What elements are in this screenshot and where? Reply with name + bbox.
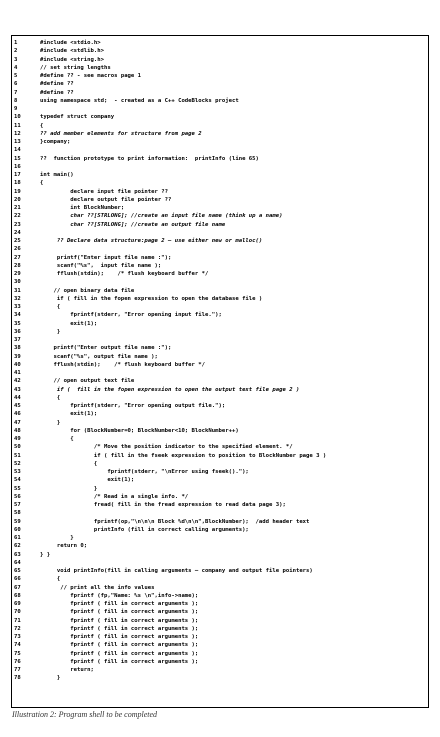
code-line bbox=[14, 163, 426, 171]
line-number: 46 bbox=[14, 411, 21, 418]
line-text: } bbox=[40, 485, 98, 492]
code-line bbox=[14, 476, 426, 484]
line-number: 53 bbox=[14, 469, 21, 475]
line-text: return; bbox=[40, 667, 94, 673]
line-text: } } bbox=[40, 551, 51, 558]
line-number: 7 bbox=[14, 89, 18, 96]
line-text: fprintf ( fill in correct arguments ); bbox=[40, 617, 199, 624]
code-line bbox=[14, 39, 426, 47]
line-text: { bbox=[40, 180, 44, 187]
code-line bbox=[14, 485, 426, 493]
code-line bbox=[14, 534, 426, 542]
code-line bbox=[14, 179, 426, 187]
line-number: 65 bbox=[14, 568, 21, 574]
line-text: printf("Enter input file name :"); bbox=[40, 254, 172, 261]
code-line bbox=[14, 443, 426, 451]
line-number: 25 bbox=[14, 238, 21, 244]
line-number: 48 bbox=[14, 427, 21, 434]
line-number: 40 bbox=[14, 361, 21, 368]
code-line bbox=[14, 650, 426, 658]
code-line bbox=[14, 56, 426, 64]
line-text: int BlockNumber; bbox=[40, 205, 125, 211]
line-text: #define ?? - see macros page 1 bbox=[40, 73, 142, 79]
code-line bbox=[14, 377, 426, 385]
line-text: #include <string.h> bbox=[40, 56, 104, 63]
line-number: 42 bbox=[14, 378, 21, 385]
line-text: } bbox=[40, 535, 74, 541]
code-line bbox=[14, 427, 426, 435]
code-line bbox=[14, 278, 426, 286]
line-text: exit(1); bbox=[40, 477, 135, 484]
line-text: printf("Enter output file name :"); bbox=[40, 345, 172, 352]
line-number: 47 bbox=[14, 419, 21, 426]
code-line bbox=[14, 410, 426, 418]
line-text: fprintf(stderr, "\nError using fseek()."); bbox=[40, 469, 249, 475]
code-line bbox=[14, 402, 426, 410]
line-number: 35 bbox=[14, 320, 21, 327]
code-line bbox=[14, 221, 426, 229]
code-line bbox=[14, 196, 426, 204]
code-line bbox=[14, 188, 426, 196]
line-number: 73 bbox=[14, 634, 21, 640]
code-line bbox=[14, 122, 426, 130]
line-number: 68 bbox=[14, 592, 21, 599]
code-line bbox=[14, 584, 426, 592]
code-line bbox=[14, 353, 426, 361]
code-line bbox=[14, 633, 426, 641]
line-number: 77 bbox=[14, 667, 21, 673]
line-number: 6 bbox=[14, 81, 18, 88]
code-line bbox=[14, 567, 426, 575]
line-text: /* Move the position indicator to the specified element. */ bbox=[40, 444, 293, 451]
line-number: 70 bbox=[14, 609, 21, 616]
line-text: declare output file pointer ?? bbox=[40, 196, 172, 203]
line-number: 58 bbox=[14, 510, 21, 517]
line-number: 72 bbox=[14, 625, 21, 632]
figure-caption: Illustration 2: Program shell to be completed bbox=[12, 710, 158, 719]
line-text: void printInfo(fill in calling arguments – company and output file pointers) bbox=[40, 568, 313, 574]
line-text: fprintf ( fill in correct arguments ); bbox=[40, 642, 199, 649]
code-line bbox=[14, 270, 426, 278]
line-number: 26 bbox=[14, 246, 21, 253]
line-number: 4 bbox=[14, 64, 18, 71]
code-line bbox=[14, 435, 426, 443]
line-text: // open output text file bbox=[40, 378, 135, 385]
line-text: fprintf ( fill in correct arguments ); bbox=[40, 634, 199, 640]
line-text: { bbox=[40, 436, 74, 442]
code-line bbox=[14, 130, 426, 138]
code-line bbox=[14, 369, 426, 377]
line-number: 71 bbox=[14, 617, 21, 624]
line-text: exit(1); bbox=[40, 411, 98, 418]
line-text: scanf("%s", input file name ); bbox=[40, 262, 162, 269]
line-text: } bbox=[40, 675, 61, 682]
code-line bbox=[14, 468, 426, 476]
line-number: 43 bbox=[14, 386, 21, 393]
line-text: if ( fill in the fopen expression to open the database file ) bbox=[40, 295, 263, 302]
line-text: printInfo (fill in correct calling arguments); bbox=[40, 526, 249, 533]
line-number: 36 bbox=[14, 328, 21, 335]
line-number: 57 bbox=[14, 502, 21, 508]
line-text: typedef struct company bbox=[40, 114, 115, 121]
code-line bbox=[14, 674, 426, 682]
line-text: #define ?? bbox=[40, 89, 74, 96]
code-line bbox=[14, 295, 426, 303]
line-number: 10 bbox=[14, 114, 21, 121]
code-listing bbox=[14, 39, 426, 683]
line-text: fprintf ( fill in correct arguments ); bbox=[40, 609, 199, 616]
code-line bbox=[14, 97, 426, 105]
line-number: 50 bbox=[14, 444, 21, 451]
line-number: 16 bbox=[14, 163, 21, 170]
code-line bbox=[14, 146, 426, 154]
line-number: 9 bbox=[14, 106, 18, 112]
code-line bbox=[14, 526, 426, 534]
line-text: }company; bbox=[40, 139, 71, 145]
line-number: 21 bbox=[14, 205, 21, 211]
code-line bbox=[14, 666, 426, 674]
code-line bbox=[14, 600, 426, 608]
line-text: fread( fill in the fread expression to read data page 3); bbox=[40, 502, 286, 508]
line-text: // print all the info values bbox=[40, 584, 155, 591]
code-line bbox=[14, 518, 426, 526]
line-number: 28 bbox=[14, 262, 21, 269]
line-number: 37 bbox=[14, 337, 21, 343]
code-line bbox=[14, 592, 426, 600]
code-line bbox=[14, 509, 426, 517]
line-number: 33 bbox=[14, 304, 21, 310]
line-text: char ??[STRLONG]; //create an input file name (think up a name) bbox=[40, 213, 283, 220]
code-line bbox=[14, 452, 426, 460]
code-line bbox=[14, 559, 426, 567]
code-line bbox=[14, 47, 426, 55]
line-number: 45 bbox=[14, 403, 21, 409]
code-line bbox=[14, 542, 426, 550]
line-number: 27 bbox=[14, 254, 21, 261]
line-number: 11 bbox=[14, 122, 21, 129]
line-number: 62 bbox=[14, 543, 21, 550]
line-number: 38 bbox=[14, 345, 21, 352]
line-number: 76 bbox=[14, 658, 21, 665]
line-number: 39 bbox=[14, 353, 21, 360]
line-number: 49 bbox=[14, 436, 21, 442]
code-line bbox=[14, 262, 426, 270]
line-number: 2 bbox=[14, 48, 18, 55]
line-number: 14 bbox=[14, 147, 21, 154]
line-number: 20 bbox=[14, 196, 21, 203]
code-line bbox=[14, 419, 426, 427]
code-line bbox=[14, 138, 426, 146]
code-line bbox=[14, 501, 426, 509]
line-number: 24 bbox=[14, 229, 21, 236]
line-number: 67 bbox=[14, 584, 21, 591]
code-line bbox=[14, 204, 426, 212]
line-number: 22 bbox=[14, 213, 21, 220]
code-line bbox=[14, 229, 426, 237]
line-text: { bbox=[40, 122, 44, 129]
code-line bbox=[14, 460, 426, 468]
line-text: fprintf ( fill in correct arguments ); bbox=[40, 650, 199, 657]
code-line bbox=[14, 641, 426, 649]
line-text: { bbox=[40, 394, 61, 401]
code-line bbox=[14, 64, 426, 72]
line-text: { bbox=[40, 304, 61, 310]
line-number: 29 bbox=[14, 271, 21, 277]
line-text: char ??[STRLONG]; //create an output file name bbox=[40, 221, 226, 228]
line-text: int main() bbox=[40, 172, 74, 178]
line-number: 13 bbox=[14, 139, 21, 145]
line-text: ?? Declare data structure:page 2 – use either new or malloc() bbox=[40, 238, 263, 244]
line-text: // open binary data file bbox=[40, 287, 135, 294]
code-line bbox=[14, 344, 426, 352]
line-text: fprintf ( fill in correct arguments ); bbox=[40, 658, 199, 665]
line-number: 59 bbox=[14, 518, 21, 525]
code-line bbox=[14, 287, 426, 295]
code-line bbox=[14, 320, 426, 328]
code-line bbox=[14, 80, 426, 88]
line-text: exit(1); bbox=[40, 320, 98, 327]
line-text: ?? function prototype to print information: printInfo (line 65) bbox=[40, 155, 259, 162]
code-line bbox=[14, 361, 426, 369]
line-number: 18 bbox=[14, 180, 21, 187]
code-line bbox=[14, 617, 426, 625]
code-line bbox=[14, 113, 426, 121]
code-line bbox=[14, 386, 426, 394]
code-line bbox=[14, 493, 426, 501]
line-number: 69 bbox=[14, 601, 21, 607]
line-number: 5 bbox=[14, 73, 18, 79]
line-number: 75 bbox=[14, 650, 21, 657]
line-number: 56 bbox=[14, 493, 21, 500]
line-text: fprintf (fp,"Name: %s \n",info->name); bbox=[40, 592, 199, 599]
line-text: fprintf(stderr, "Error opening output file."); bbox=[40, 403, 226, 409]
line-text: fprintf ( fill in correct arguments ); bbox=[40, 625, 199, 632]
line-number: 66 bbox=[14, 576, 21, 583]
line-text: { bbox=[40, 576, 61, 583]
line-number: 8 bbox=[14, 97, 18, 104]
line-number: 44 bbox=[14, 394, 21, 401]
line-number: 19 bbox=[14, 188, 21, 195]
line-number: 63 bbox=[14, 551, 21, 558]
line-number: 3 bbox=[14, 56, 18, 63]
code-line bbox=[14, 237, 426, 245]
line-text: return 0; bbox=[40, 543, 88, 550]
code-line bbox=[14, 89, 426, 97]
line-text: declare input file pointer ?? bbox=[40, 188, 168, 195]
code-line bbox=[14, 72, 426, 80]
line-number: 74 bbox=[14, 642, 21, 649]
line-number: 51 bbox=[14, 452, 21, 459]
line-number: 17 bbox=[14, 172, 21, 178]
line-text: } bbox=[40, 419, 61, 426]
line-text: #include <stdio.h> bbox=[40, 40, 101, 46]
line-text: #define ?? bbox=[40, 81, 74, 88]
code-line bbox=[14, 394, 426, 402]
line-number: 41 bbox=[14, 370, 21, 376]
line-number: 1 bbox=[14, 40, 18, 46]
line-number: 52 bbox=[14, 460, 21, 467]
line-text: for (BlockNumber=0; BlockNumber<10; BlockNumber++) bbox=[40, 427, 239, 434]
line-number: 23 bbox=[14, 221, 21, 228]
line-number: 78 bbox=[14, 675, 21, 682]
code-listing-frame bbox=[11, 35, 429, 708]
line-text: fprintf(stderr, "Error opening input file."); bbox=[40, 312, 222, 319]
line-text: fprintf(op,"\n\n\n Block %d\n\n",BlockNumber); /add header text bbox=[40, 518, 310, 525]
code-line bbox=[14, 608, 426, 616]
line-number: 15 bbox=[14, 155, 21, 162]
line-text: /* Read in a single info. */ bbox=[40, 493, 189, 500]
line-number: 54 bbox=[14, 477, 21, 484]
code-line bbox=[14, 551, 426, 559]
code-line bbox=[14, 658, 426, 666]
line-text: } bbox=[40, 328, 61, 335]
line-number: 30 bbox=[14, 279, 21, 286]
code-line bbox=[14, 171, 426, 179]
code-line bbox=[14, 245, 426, 253]
line-text: using namespace std; - created as a C++ CodeBlocks project bbox=[40, 97, 239, 104]
line-number: 32 bbox=[14, 295, 21, 302]
line-number: 34 bbox=[14, 312, 21, 319]
code-line bbox=[14, 254, 426, 262]
code-line bbox=[14, 303, 426, 311]
code-line bbox=[14, 105, 426, 113]
line-text: // set string lengths bbox=[40, 64, 111, 71]
line-text: fprintf ( fill in correct arguments ); bbox=[40, 601, 199, 607]
line-text: fflush(stdin); /* flush keyboard buffer */ bbox=[40, 361, 206, 368]
line-number: 55 bbox=[14, 485, 21, 492]
line-text: fflush(stdin); /* flush keyboard buffer */ bbox=[40, 271, 209, 277]
line-text: #include <stdlib.h> bbox=[40, 48, 104, 55]
line-number: 60 bbox=[14, 526, 21, 533]
line-text: if ( fill in the fseek expression to position to BlockNumber page 3 ) bbox=[40, 452, 327, 459]
line-number: 64 bbox=[14, 559, 21, 566]
code-line bbox=[14, 575, 426, 583]
line-number: 31 bbox=[14, 287, 21, 294]
code-line bbox=[14, 336, 426, 344]
code-line bbox=[14, 625, 426, 633]
code-line bbox=[14, 311, 426, 319]
code-line bbox=[14, 155, 426, 163]
line-number: 12 bbox=[14, 130, 21, 137]
line-text: { bbox=[40, 460, 98, 467]
line-number: 61 bbox=[14, 535, 21, 541]
line-text: scanf("%s", output file name ); bbox=[40, 353, 158, 360]
code-line bbox=[14, 212, 426, 220]
line-text: if ( fill in the fopen expression to open the output text file page 2 ) bbox=[40, 386, 300, 393]
line-text: ?? add member elements for structure from page 2 bbox=[40, 130, 202, 137]
code-line bbox=[14, 328, 426, 336]
